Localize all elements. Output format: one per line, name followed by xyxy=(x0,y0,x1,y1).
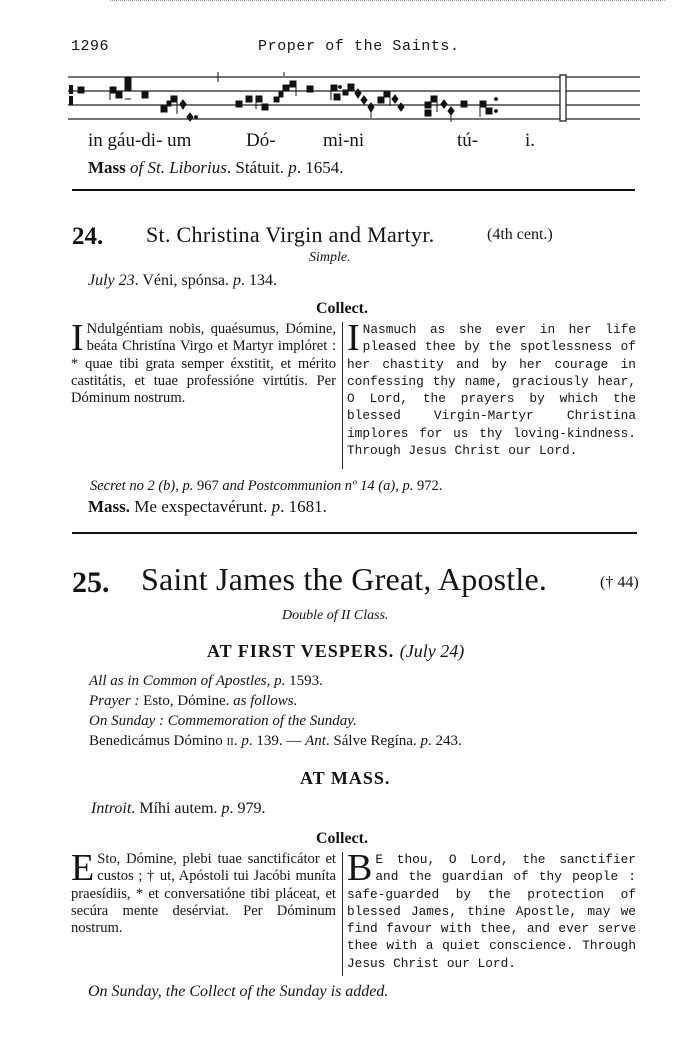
page-abbrev: p xyxy=(288,158,297,177)
mass-label: Mass. xyxy=(88,497,131,516)
introit-incipit: . Véni, spónsa. xyxy=(134,272,234,289)
rubric: On Sunday : Commemoration of the Sunday. xyxy=(89,713,357,729)
prayer-incipit: Esto, Dómine. xyxy=(139,693,234,709)
chant-lyric: Dó- xyxy=(246,130,276,151)
page-top-edge xyxy=(110,0,665,2)
introit-incipit: . Státuit. xyxy=(226,158,289,177)
feast-date: (4th cent.) xyxy=(487,226,553,243)
feast-number: 25. xyxy=(72,566,110,599)
mass-label: Mass xyxy=(88,158,126,177)
dropcap: I xyxy=(71,317,84,359)
vespers-date: (July 24) xyxy=(399,641,465,661)
page-ref: . 134. xyxy=(241,272,278,289)
dropcap: B xyxy=(347,847,373,889)
first-vespers-heading xyxy=(207,641,464,662)
introit-line xyxy=(91,800,266,818)
vespers-label: AT FIRST VESPERS. xyxy=(207,641,400,661)
chant-staff xyxy=(68,72,640,128)
collect-english xyxy=(347,317,636,459)
tone-number: ii xyxy=(226,733,234,749)
page-ref: 967 xyxy=(193,478,223,494)
column-separator xyxy=(342,322,343,469)
chant-lyric: tú- xyxy=(457,130,479,151)
postcommunion-ref: and Postcommunion nº 14 (a), p. xyxy=(222,478,414,494)
chant-lyric: i. xyxy=(525,130,536,151)
page-abbrev: p xyxy=(221,800,230,817)
page-abbrev: p xyxy=(420,733,428,749)
sunday-rubric: On Sunday, the Collect of the Sunday is added. xyxy=(88,983,389,1000)
liborius-name: of St. Liborius xyxy=(125,158,227,177)
vespers-line xyxy=(89,713,357,730)
page-ref: . 979. xyxy=(229,800,266,817)
page-abbrev: p xyxy=(241,733,249,749)
feast-number: 24. xyxy=(72,223,104,250)
collect-english-text: Nasmuch as she ever in her life pleased thee by the spotlessness of her chastity and by her courage in confessing thy name, graciously hear, O Lord, the prayers by which the blessed Virgin-Martyr Christina implores for us thy loving-kindness. Through Jesus Christ our Lord. xyxy=(347,322,636,459)
collect-latin-text: Sto, Dómine, plebi tuae sanctificátor et custos ; † ut, Apóstoli tui Jacóbi muníta praesídiis, * et conversatióne tibi pláceat, et secúra mente desérviat. Per Dóminum nostrum. xyxy=(71,851,336,937)
date-line xyxy=(88,272,277,290)
section-divider xyxy=(72,532,637,534)
page-ref: 972. xyxy=(413,478,443,494)
section-divider xyxy=(72,189,635,191)
feast-date: († 44) xyxy=(600,574,639,591)
chant-lyric: in gáu-di- um xyxy=(88,130,192,151)
feast-title: St. Christina Virgin and Martyr. xyxy=(146,222,435,247)
chant-lyric: mi-ni xyxy=(323,130,365,151)
dropcap: E xyxy=(71,847,95,889)
page-ref: 1593. xyxy=(285,673,323,689)
page-abbrev: p xyxy=(233,272,242,289)
rubric: as follows. xyxy=(233,693,298,709)
rubric: Prayer : xyxy=(89,693,140,709)
secret-ref: Secret no 2 (b), p. xyxy=(90,478,194,494)
antiphon-incipit: . Sálve Regína. xyxy=(325,733,421,749)
secret-postcommunion-line xyxy=(90,478,442,495)
collect-heading: Collect. xyxy=(316,830,368,847)
mass-liborius-line xyxy=(88,158,344,178)
page-abbrev: p xyxy=(271,497,281,516)
page-ref: . 139. — xyxy=(248,733,306,749)
page-ref: . 243. xyxy=(427,733,462,749)
date-label: July 23 xyxy=(88,272,135,289)
introit-incipit: . Míhi autem. xyxy=(131,800,222,817)
at-mass-heading: AT MASS. xyxy=(300,768,391,788)
text: . xyxy=(233,733,242,749)
dropcap: I xyxy=(347,317,360,359)
page-ref: . 1681. xyxy=(280,497,327,516)
vespers-line xyxy=(89,693,297,710)
rubric: All as in Common of Apostles, p. xyxy=(89,673,286,689)
mass-line xyxy=(88,497,327,517)
collect-latin xyxy=(71,847,336,937)
antiphon-label: Ant xyxy=(305,733,326,749)
text: Benedicámus Dómino xyxy=(89,733,227,749)
collect-latin xyxy=(71,317,336,407)
introit-label: Introit xyxy=(91,800,132,817)
vespers-line xyxy=(89,733,462,750)
feast-rank: Double of II Class. xyxy=(282,608,389,623)
collect-heading: Collect. xyxy=(316,300,368,317)
collect-english xyxy=(347,847,636,972)
feast-title: Saint James the Great, Apostle. xyxy=(141,561,548,597)
collect-english-text: E thou, O Lord, the sanctifier and the guardian of thy people : safe-guarded by the protection of blessed James, thine Apostle, may we find favour with thee, and ever serve thee with a quiet conscience. Through Jesus Christ our Lord. xyxy=(347,852,636,971)
collect-latin-text: Ndulgéntiam nobis, quaésumus, Dómine, beáta Christína Virgo et Martyr implóret : * quae tibi grata semper éxstitit, et mérito castitátis, et tuae professióne virtútis. Per Dóminum nostrum. xyxy=(71,321,336,407)
page-number: 1296 xyxy=(71,38,110,55)
running-head-title: Proper of the Saints. xyxy=(258,38,460,55)
vespers-line xyxy=(89,673,323,690)
column-separator xyxy=(342,852,343,976)
introit-incipit: Me exspectavérunt. xyxy=(130,497,272,516)
page-ref: . 1654. xyxy=(296,158,344,177)
feast-rank: Simple. xyxy=(309,250,351,265)
